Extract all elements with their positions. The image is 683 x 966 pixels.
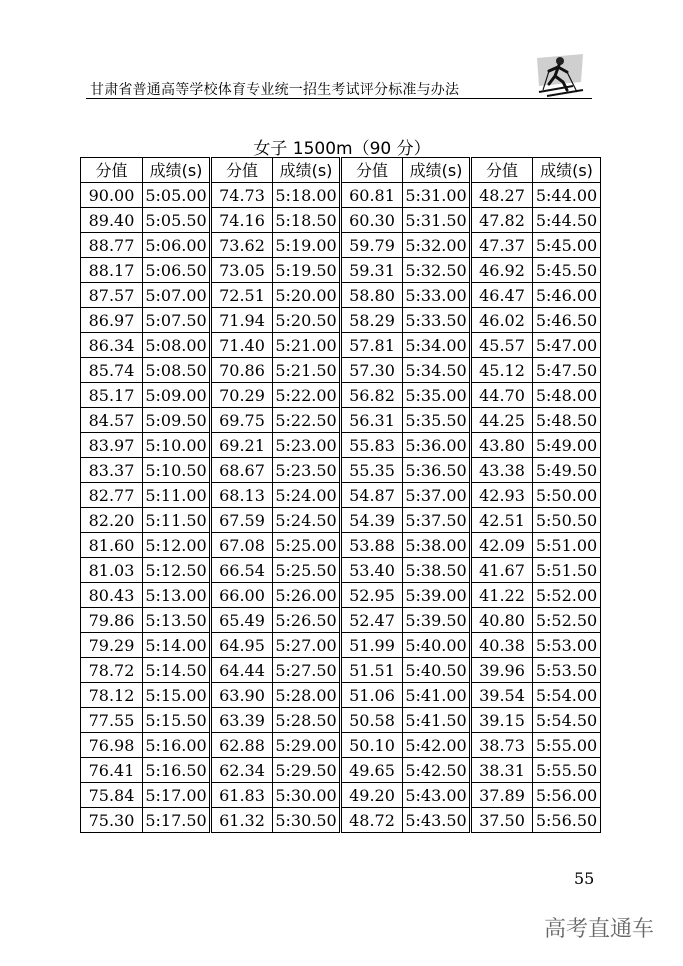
time-cell: 5:24.00 — [273, 483, 341, 508]
table-row — [81, 433, 601, 458]
table-row — [81, 258, 601, 283]
table-row — [81, 408, 601, 433]
score-cell: 51.06 — [341, 683, 403, 708]
score-cell: 64.95 — [211, 633, 273, 658]
score-cell: 46.47 — [471, 283, 533, 308]
column-header-time: 成绩(s) — [403, 158, 471, 183]
score-cell: 71.40 — [211, 333, 273, 358]
table-row — [81, 183, 601, 208]
score-cell: 42.09 — [471, 533, 533, 558]
score-cell: 55.35 — [341, 458, 403, 483]
score-cell: 67.08 — [211, 533, 273, 558]
time-cell: 5:13.00 — [143, 583, 211, 608]
score-cell: 39.54 — [471, 683, 533, 708]
time-cell: 5:52.50 — [533, 608, 601, 633]
time-cell: 5:12.50 — [143, 558, 211, 583]
table-row — [81, 483, 601, 508]
time-cell: 5:08.50 — [143, 358, 211, 383]
time-cell: 5:27.00 — [273, 633, 341, 658]
score-cell: 38.73 — [471, 733, 533, 758]
table-row — [81, 308, 601, 333]
score-cell: 74.16 — [211, 208, 273, 233]
time-cell: 5:56.00 — [533, 783, 601, 808]
time-cell: 5:44.00 — [533, 183, 601, 208]
time-cell: 5:05.00 — [143, 183, 211, 208]
score-cell: 77.55 — [81, 708, 143, 733]
time-cell: 5:35.00 — [403, 383, 471, 408]
time-cell: 5:38.50 — [403, 558, 471, 583]
score-cell: 78.12 — [81, 683, 143, 708]
time-cell: 5:55.50 — [533, 758, 601, 783]
time-cell: 5:39.00 — [403, 583, 471, 608]
score-cell: 42.51 — [471, 508, 533, 533]
document-header-title: 甘肃省普通高等学校体育专业统一招生考试评分标准与办法 — [90, 82, 460, 98]
time-cell: 5:34.50 — [403, 358, 471, 383]
time-cell: 5:31.50 — [403, 208, 471, 233]
time-cell: 5:14.50 — [143, 658, 211, 683]
score-cell: 45.57 — [471, 333, 533, 358]
time-cell: 5:53.50 — [533, 658, 601, 683]
time-cell: 5:26.00 — [273, 583, 341, 608]
time-cell: 5:50.50 — [533, 508, 601, 533]
time-cell: 5:09.00 — [143, 383, 211, 408]
time-cell: 5:37.50 — [403, 508, 471, 533]
score-cell: 52.47 — [341, 608, 403, 633]
score-cell: 81.03 — [81, 558, 143, 583]
score-cell: 50.10 — [341, 733, 403, 758]
table-header-row — [81, 158, 601, 183]
table-row — [81, 683, 601, 708]
score-cell: 70.86 — [211, 358, 273, 383]
score-cell: 60.81 — [341, 183, 403, 208]
time-cell: 5:28.50 — [273, 708, 341, 733]
time-cell: 5:25.50 — [273, 558, 341, 583]
header-rule — [86, 98, 592, 99]
score-cell: 69.75 — [211, 408, 273, 433]
time-cell: 5:22.00 — [273, 383, 341, 408]
time-cell: 5:41.50 — [403, 708, 471, 733]
score-cell: 81.60 — [81, 533, 143, 558]
table-row — [81, 733, 601, 758]
score-cell: 72.51 — [211, 283, 273, 308]
time-cell: 5:43.00 — [403, 783, 471, 808]
score-cell: 75.30 — [81, 808, 143, 833]
time-cell: 5:38.00 — [403, 533, 471, 558]
time-cell: 5:29.50 — [273, 758, 341, 783]
table-row — [81, 583, 601, 608]
page-number: 55 — [574, 869, 595, 888]
score-cell: 63.39 — [211, 708, 273, 733]
score-cell: 44.25 — [471, 408, 533, 433]
score-cell: 73.62 — [211, 233, 273, 258]
score-cell: 48.72 — [341, 808, 403, 833]
table-row — [81, 333, 601, 358]
score-cell: 66.54 — [211, 558, 273, 583]
score-cell: 84.57 — [81, 408, 143, 433]
score-cell: 37.89 — [471, 783, 533, 808]
score-cell: 79.86 — [81, 608, 143, 633]
score-cell: 58.29 — [341, 308, 403, 333]
score-cell: 83.97 — [81, 433, 143, 458]
table-row — [81, 783, 601, 808]
score-cell: 54.39 — [341, 508, 403, 533]
time-cell: 5:51.50 — [533, 558, 601, 583]
score-cell: 67.59 — [211, 508, 273, 533]
time-cell: 5:21.50 — [273, 358, 341, 383]
time-cell: 5:18.00 — [273, 183, 341, 208]
score-table-body — [81, 183, 601, 833]
score-cell: 47.37 — [471, 233, 533, 258]
column-header-score: 分值 — [211, 158, 273, 183]
table-row — [81, 508, 601, 533]
table-row — [81, 608, 601, 633]
score-cell: 39.96 — [471, 658, 533, 683]
time-cell: 5:42.00 — [403, 733, 471, 758]
score-cell: 62.34 — [211, 758, 273, 783]
score-cell: 79.29 — [81, 633, 143, 658]
time-cell: 5:53.00 — [533, 633, 601, 658]
time-cell: 5:22.50 — [273, 408, 341, 433]
time-cell: 5:07.00 — [143, 283, 211, 308]
time-cell: 5:20.50 — [273, 308, 341, 333]
score-cell: 78.72 — [81, 658, 143, 683]
score-cell: 68.13 — [211, 483, 273, 508]
score-cell: 53.40 — [341, 558, 403, 583]
score-cell: 73.05 — [211, 258, 273, 283]
score-cell: 74.73 — [211, 183, 273, 208]
score-cell: 83.37 — [81, 458, 143, 483]
score-cell: 39.15 — [471, 708, 533, 733]
time-cell: 5:26.50 — [273, 608, 341, 633]
column-header-score: 分值 — [81, 158, 143, 183]
score-cell: 82.77 — [81, 483, 143, 508]
time-cell: 5:31.00 — [403, 183, 471, 208]
time-cell: 5:33.50 — [403, 308, 471, 333]
score-cell: 47.82 — [471, 208, 533, 233]
score-cell: 76.41 — [81, 758, 143, 783]
table-row — [81, 283, 601, 308]
table-row — [81, 383, 601, 408]
time-cell: 5:40.50 — [403, 658, 471, 683]
time-cell: 5:36.50 — [403, 458, 471, 483]
score-cell: 51.99 — [341, 633, 403, 658]
time-cell: 5:48.50 — [533, 408, 601, 433]
time-cell: 5:19.50 — [273, 258, 341, 283]
score-cell: 88.77 — [81, 233, 143, 258]
score-cell: 49.65 — [341, 758, 403, 783]
time-cell: 5:30.00 — [273, 783, 341, 808]
score-cell: 61.32 — [211, 808, 273, 833]
score-cell: 68.67 — [211, 458, 273, 483]
time-cell: 5:11.00 — [143, 483, 211, 508]
time-cell: 5:30.50 — [273, 808, 341, 833]
time-cell: 5:32.00 — [403, 233, 471, 258]
time-cell: 5:52.00 — [533, 583, 601, 608]
time-cell: 5:43.50 — [403, 808, 471, 833]
time-cell: 5:09.50 — [143, 408, 211, 433]
score-cell: 52.95 — [341, 583, 403, 608]
time-cell: 5:18.50 — [273, 208, 341, 233]
time-cell: 5:17.50 — [143, 808, 211, 833]
score-cell: 42.93 — [471, 483, 533, 508]
time-cell: 5:51.00 — [533, 533, 601, 558]
table-row — [81, 558, 601, 583]
score-cell: 43.80 — [471, 433, 533, 458]
score-table — [80, 157, 601, 833]
score-cell: 87.57 — [81, 283, 143, 308]
time-cell: 5:20.00 — [273, 283, 341, 308]
time-cell: 5:37.00 — [403, 483, 471, 508]
score-cell: 48.27 — [471, 183, 533, 208]
score-cell: 51.51 — [341, 658, 403, 683]
score-cell: 53.88 — [341, 533, 403, 558]
score-cell: 57.81 — [341, 333, 403, 358]
time-cell: 5:23.50 — [273, 458, 341, 483]
time-cell: 5:39.50 — [403, 608, 471, 633]
time-cell: 5:25.00 — [273, 533, 341, 558]
score-cell: 70.29 — [211, 383, 273, 408]
table-title: 女子 1500m（90 分） — [253, 139, 431, 159]
column-header-score: 分值 — [471, 158, 533, 183]
time-cell: 5:16.00 — [143, 733, 211, 758]
time-cell: 5:34.00 — [403, 333, 471, 358]
column-header-time: 成绩(s) — [533, 158, 601, 183]
time-cell: 5:32.50 — [403, 258, 471, 283]
time-cell: 5:35.50 — [403, 408, 471, 433]
time-cell: 5:19.00 — [273, 233, 341, 258]
time-cell: 5:49.00 — [533, 433, 601, 458]
time-cell: 5:47.00 — [533, 333, 601, 358]
time-cell: 5:05.50 — [143, 208, 211, 233]
score-cell: 44.70 — [471, 383, 533, 408]
time-cell: 5:15.00 — [143, 683, 211, 708]
score-cell: 58.80 — [341, 283, 403, 308]
time-cell: 5:56.50 — [533, 808, 601, 833]
time-cell: 5:54.00 — [533, 683, 601, 708]
time-cell: 5:40.00 — [403, 633, 471, 658]
score-cell: 60.30 — [341, 208, 403, 233]
score-cell: 89.40 — [81, 208, 143, 233]
time-cell: 5:50.00 — [533, 483, 601, 508]
score-cell: 66.00 — [211, 583, 273, 608]
score-cell: 41.22 — [471, 583, 533, 608]
table-row — [81, 658, 601, 683]
time-cell: 5:47.50 — [533, 358, 601, 383]
score-cell: 41.67 — [471, 558, 533, 583]
score-cell: 71.94 — [211, 308, 273, 333]
score-cell: 80.43 — [81, 583, 143, 608]
time-cell: 5:49.50 — [533, 458, 601, 483]
column-header-time: 成绩(s) — [273, 158, 341, 183]
table-row — [81, 458, 601, 483]
skier-logo-icon — [533, 52, 587, 98]
time-cell: 5:14.00 — [143, 633, 211, 658]
time-cell: 5:24.50 — [273, 508, 341, 533]
time-cell: 5:16.50 — [143, 758, 211, 783]
time-cell: 5:13.50 — [143, 608, 211, 633]
score-cell: 90.00 — [81, 183, 143, 208]
score-cell: 62.88 — [211, 733, 273, 758]
column-header-time: 成绩(s) — [143, 158, 211, 183]
time-cell: 5:55.00 — [533, 733, 601, 758]
score-cell: 49.20 — [341, 783, 403, 808]
time-cell: 5:28.00 — [273, 683, 341, 708]
score-cell: 76.98 — [81, 733, 143, 758]
time-cell: 5:06.00 — [143, 233, 211, 258]
score-cell: 64.44 — [211, 658, 273, 683]
column-header-score: 分值 — [341, 158, 403, 183]
time-cell: 5:33.00 — [403, 283, 471, 308]
score-cell: 43.38 — [471, 458, 533, 483]
time-cell: 5:44.50 — [533, 208, 601, 233]
time-cell: 5:10.00 — [143, 433, 211, 458]
score-cell: 56.31 — [341, 408, 403, 433]
score-cell: 59.31 — [341, 258, 403, 283]
score-cell: 59.79 — [341, 233, 403, 258]
time-cell: 5:41.00 — [403, 683, 471, 708]
score-cell: 61.83 — [211, 783, 273, 808]
time-cell: 5:46.50 — [533, 308, 601, 333]
table-row — [81, 358, 601, 383]
time-cell: 5:42.50 — [403, 758, 471, 783]
table-row — [81, 533, 601, 558]
score-cell: 82.20 — [81, 508, 143, 533]
score-cell: 40.80 — [471, 608, 533, 633]
score-cell: 85.17 — [81, 383, 143, 408]
score-cell: 63.90 — [211, 683, 273, 708]
score-cell: 86.97 — [81, 308, 143, 333]
score-cell: 85.74 — [81, 358, 143, 383]
score-cell: 54.87 — [341, 483, 403, 508]
time-cell: 5:23.00 — [273, 433, 341, 458]
time-cell: 5:46.00 — [533, 283, 601, 308]
time-cell: 5:15.50 — [143, 708, 211, 733]
score-cell: 69.21 — [211, 433, 273, 458]
score-cell: 57.30 — [341, 358, 403, 383]
score-cell: 65.49 — [211, 608, 273, 633]
score-cell: 50.58 — [341, 708, 403, 733]
score-cell: 86.34 — [81, 333, 143, 358]
table-row — [81, 808, 601, 833]
score-cell: 55.83 — [341, 433, 403, 458]
score-cell: 46.92 — [471, 258, 533, 283]
table-row — [81, 208, 601, 233]
table-row — [81, 758, 601, 783]
time-cell: 5:45.50 — [533, 258, 601, 283]
score-cell: 46.02 — [471, 308, 533, 333]
time-cell: 5:08.00 — [143, 333, 211, 358]
time-cell: 5:21.00 — [273, 333, 341, 358]
score-cell: 75.84 — [81, 783, 143, 808]
table-row — [81, 233, 601, 258]
time-cell: 5:27.50 — [273, 658, 341, 683]
time-cell: 5:10.50 — [143, 458, 211, 483]
table-row — [81, 708, 601, 733]
time-cell: 5:17.00 — [143, 783, 211, 808]
time-cell: 5:36.00 — [403, 433, 471, 458]
time-cell: 5:07.50 — [143, 308, 211, 333]
time-cell: 5:11.50 — [143, 508, 211, 533]
time-cell: 5:48.00 — [533, 383, 601, 408]
score-cell: 37.50 — [471, 808, 533, 833]
time-cell: 5:29.00 — [273, 733, 341, 758]
table-row — [81, 633, 601, 658]
score-cell: 45.12 — [471, 358, 533, 383]
time-cell: 5:45.00 — [533, 233, 601, 258]
score-cell: 56.82 — [341, 383, 403, 408]
watermark: 高考直通车 — [544, 917, 655, 942]
score-cell: 38.31 — [471, 758, 533, 783]
time-cell: 5:12.00 — [143, 533, 211, 558]
time-cell: 5:06.50 — [143, 258, 211, 283]
time-cell: 5:54.50 — [533, 708, 601, 733]
score-cell: 88.17 — [81, 258, 143, 283]
score-cell: 40.38 — [471, 633, 533, 658]
